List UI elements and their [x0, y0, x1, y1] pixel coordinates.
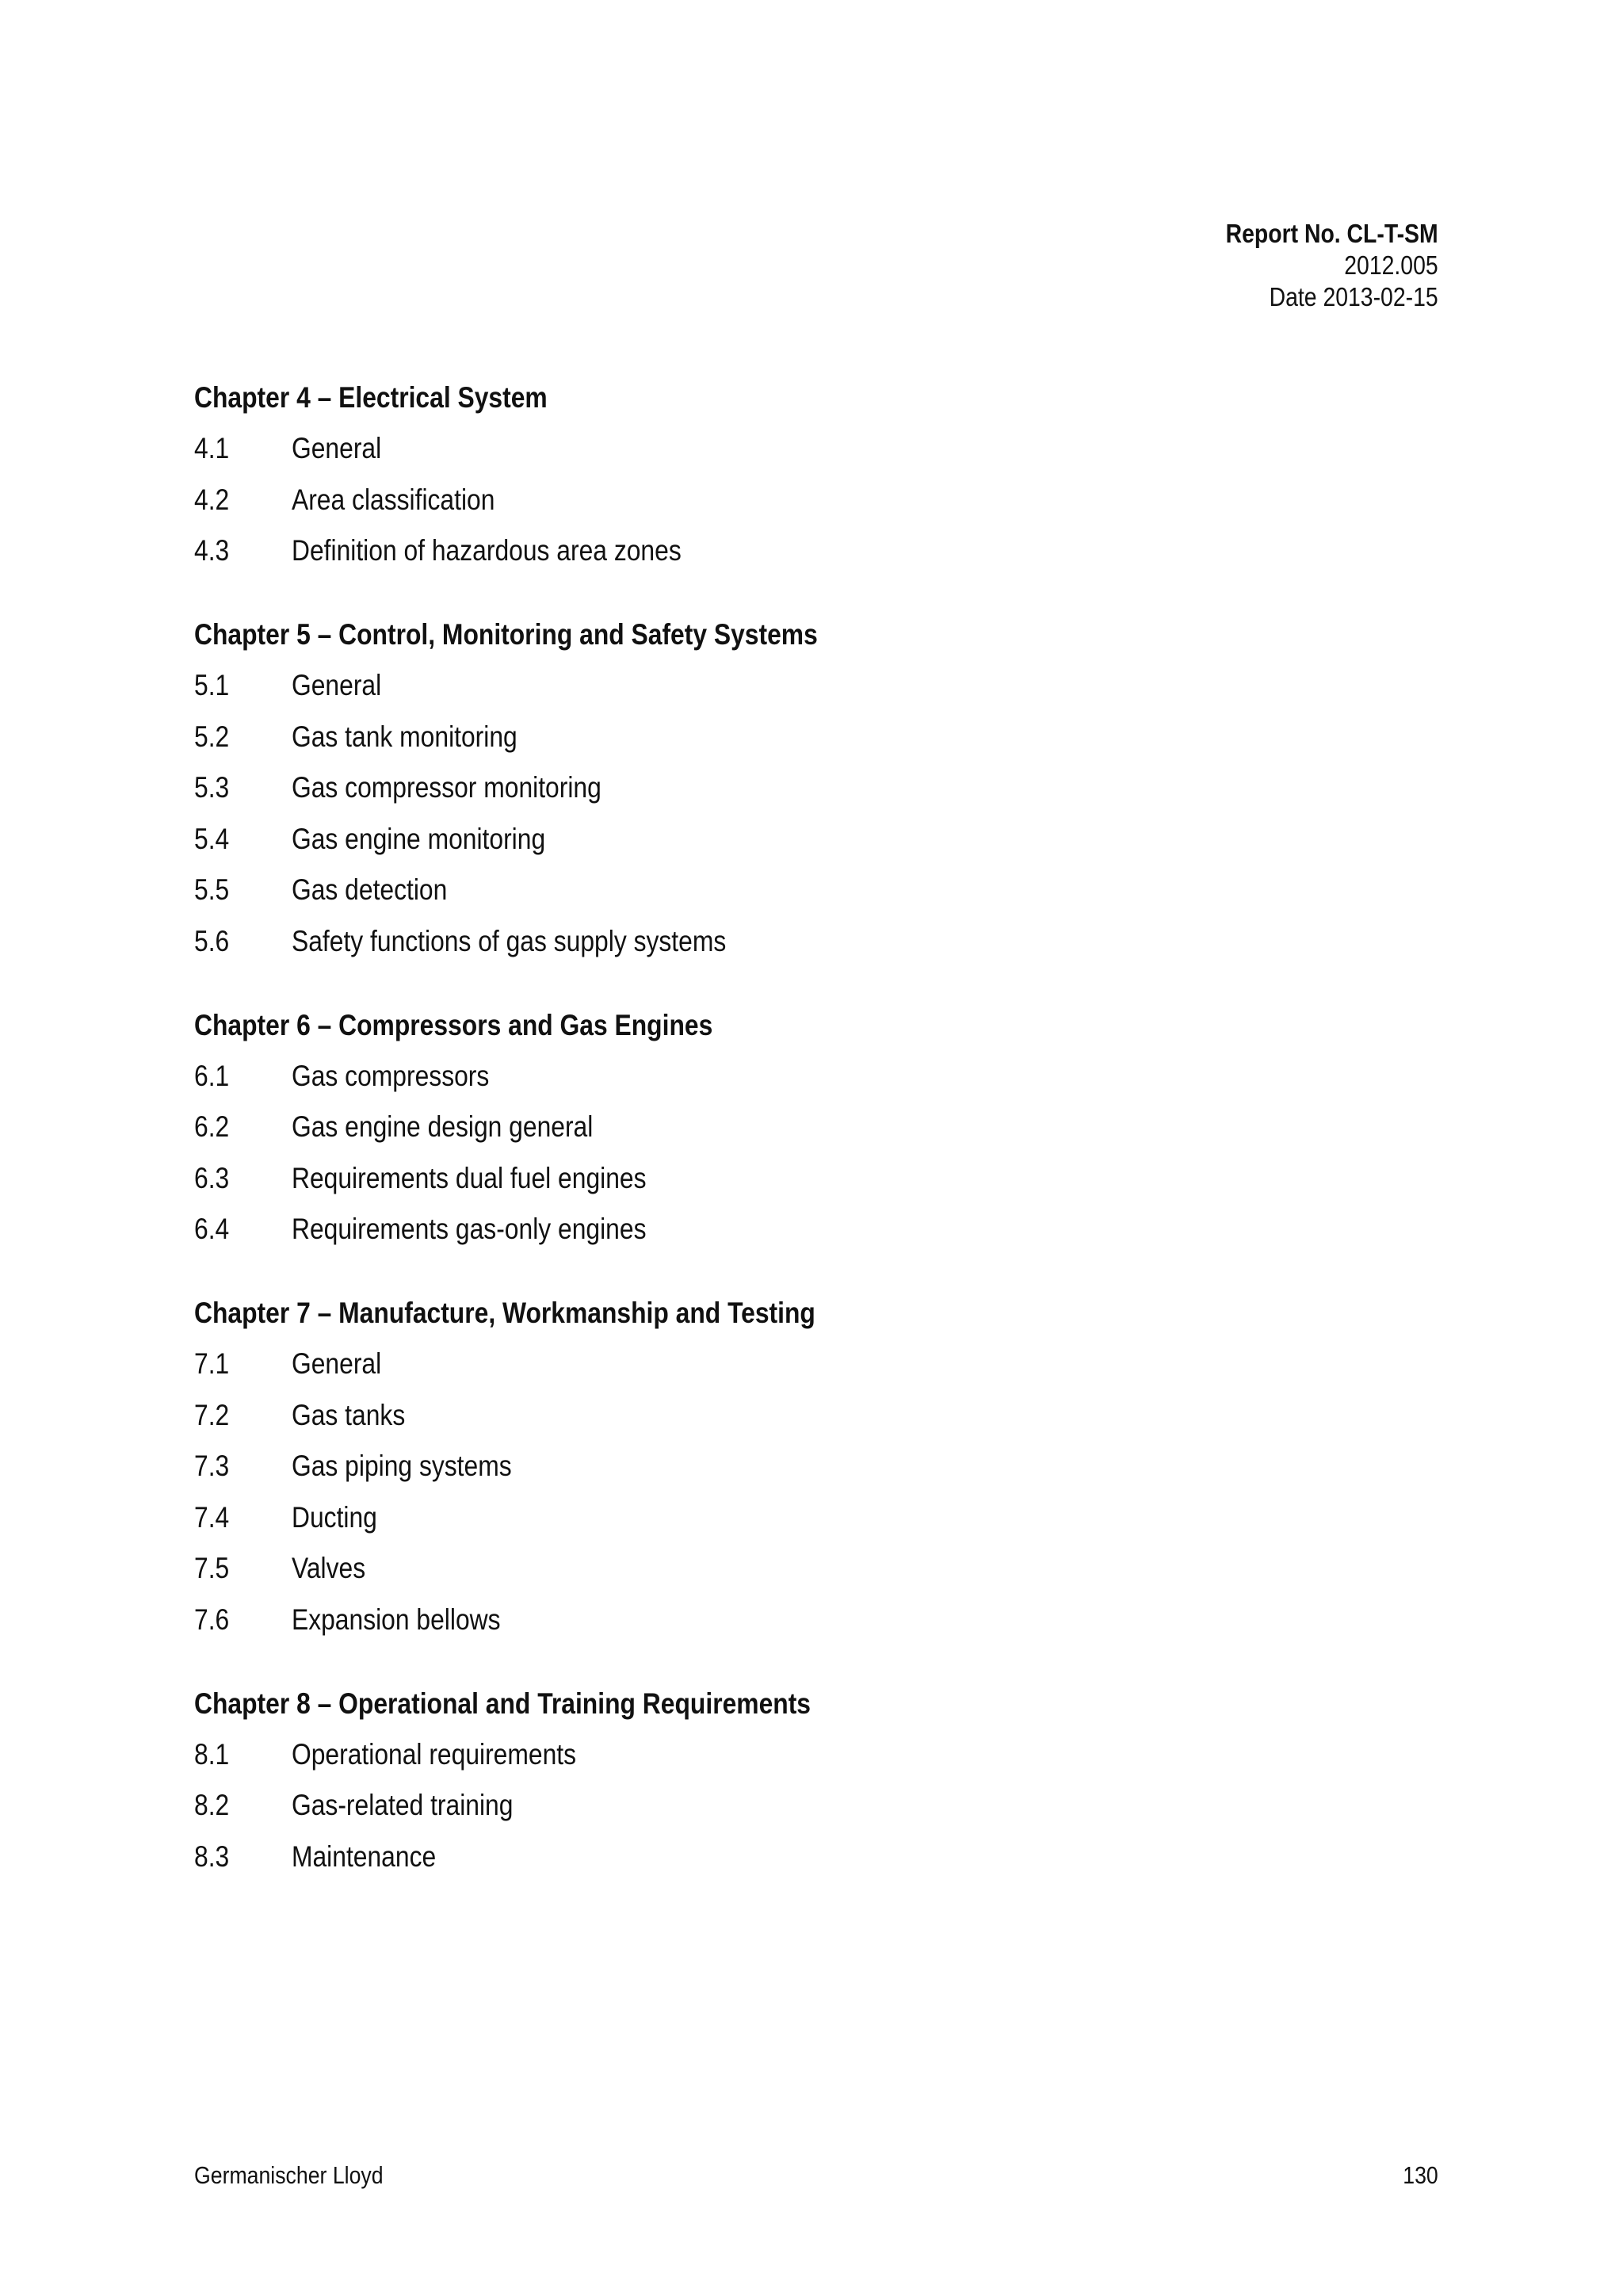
report-header: [1226, 218, 1438, 313]
section-title: Gas engine design general: [291, 1110, 594, 1143]
toc-item: [194, 873, 1264, 907]
section-title: Expansion bellows: [291, 1603, 501, 1636]
section-number: 7.3: [194, 1450, 230, 1482]
section-number: 5.4: [194, 822, 230, 855]
toc-item: [194, 1449, 1264, 1484]
toc-item: [194, 1788, 1264, 1823]
report-date: Date 2013-02-15: [1269, 282, 1438, 311]
section-number: 4.1: [194, 432, 230, 464]
toc-item: [194, 822, 1264, 857]
toc-item: [194, 483, 1264, 518]
chapter-8: [194, 1687, 1264, 1874]
section-number: 8.3: [194, 1839, 230, 1873]
section-number: 5.6: [194, 924, 230, 957]
toc-item: [194, 1212, 1264, 1247]
section-title: Gas tank monitoring: [291, 720, 517, 753]
toc-item: [194, 1500, 1264, 1535]
section-title: Requirements dual fuel engines: [291, 1161, 647, 1194]
chapter-title: Chapter 5 – Control, Monitoring and Safety Systems: [194, 618, 818, 651]
section-number: 6.3: [194, 1161, 230, 1194]
chapter-4: [194, 380, 1264, 568]
footer-company: Germanischer Lloyd: [194, 2161, 384, 2189]
section-number: 7.1: [194, 1347, 230, 1380]
section-number: 6.2: [194, 1110, 230, 1143]
toc-item: [194, 1551, 1264, 1586]
toc-item: [194, 431, 1264, 466]
toc-item: [194, 1347, 1264, 1381]
section-title: General: [291, 669, 382, 701]
chapter-title: Chapter 6 – Compressors and Gas Engines: [194, 1008, 713, 1041]
chapter-title: Chapter 8 – Operational and Training Requirements: [194, 1687, 811, 1720]
table-of-contents: [194, 380, 1264, 1924]
toc-item: [194, 770, 1264, 805]
section-number: 5.2: [194, 720, 230, 753]
chapter-5: [194, 617, 1264, 959]
section-title: Gas compressor monitoring: [291, 771, 601, 804]
section-title: Area classification: [291, 483, 495, 516]
section-title: Gas-related training: [291, 1789, 514, 1821]
section-title: Maintenance: [291, 1839, 437, 1873]
section-number: 7.6: [194, 1603, 230, 1636]
chapter-6: [194, 1008, 1264, 1247]
section-number: 8.2: [194, 1789, 230, 1821]
section-number: 6.4: [194, 1213, 230, 1245]
toc-item: [194, 720, 1264, 755]
report-id: 2012.005: [1344, 250, 1438, 280]
section-number: 5.1: [194, 669, 230, 701]
section-title: Gas compressors: [291, 1059, 490, 1092]
toc-item: [194, 668, 1264, 703]
toc-item: [194, 533, 1264, 568]
chapter-title: Chapter 7 – Manufacture, Workmanship and Testing: [194, 1297, 815, 1329]
chapter-title: Chapter 4 – Electrical System: [194, 381, 548, 414]
section-number: 4.3: [194, 534, 230, 567]
section-number: 7.2: [194, 1398, 230, 1431]
report-number: Report No. CL-T-SM: [1225, 219, 1438, 248]
section-number: 5.5: [194, 873, 230, 906]
section-title: Gas piping systems: [291, 1450, 512, 1482]
section-title: Requirements gas-only engines: [291, 1213, 647, 1245]
toc-item: [194, 1059, 1264, 1094]
page-number: 130: [1403, 2161, 1438, 2189]
section-title: Gas tanks: [291, 1398, 406, 1431]
section-number: 7.5: [194, 1552, 230, 1584]
toc-item: [194, 1737, 1264, 1772]
section-title: Gas detection: [291, 873, 448, 906]
section-number: 7.4: [194, 1500, 230, 1534]
section-title: Valves: [291, 1552, 366, 1584]
toc-item: [194, 1839, 1264, 1874]
section-title: General: [291, 432, 382, 464]
toc-item: [194, 1603, 1264, 1637]
section-title: Definition of hazardous area zones: [291, 534, 682, 567]
toc-item: [194, 1398, 1264, 1433]
toc-item: [194, 1110, 1264, 1144]
toc-item: [194, 1161, 1264, 1196]
section-title: Operational requirements: [291, 1737, 577, 1771]
section-title: General: [291, 1347, 382, 1380]
section-title: Gas engine monitoring: [291, 822, 546, 855]
section-title: Safety functions of gas supply systems: [291, 924, 727, 957]
section-number: 4.2: [194, 483, 230, 516]
section-number: 5.3: [194, 771, 230, 804]
toc-item: [194, 924, 1264, 959]
chapter-7: [194, 1296, 1264, 1637]
section-number: 8.1: [194, 1737, 230, 1771]
section-title: Ducting: [291, 1500, 377, 1534]
section-number: 6.1: [194, 1059, 230, 1092]
